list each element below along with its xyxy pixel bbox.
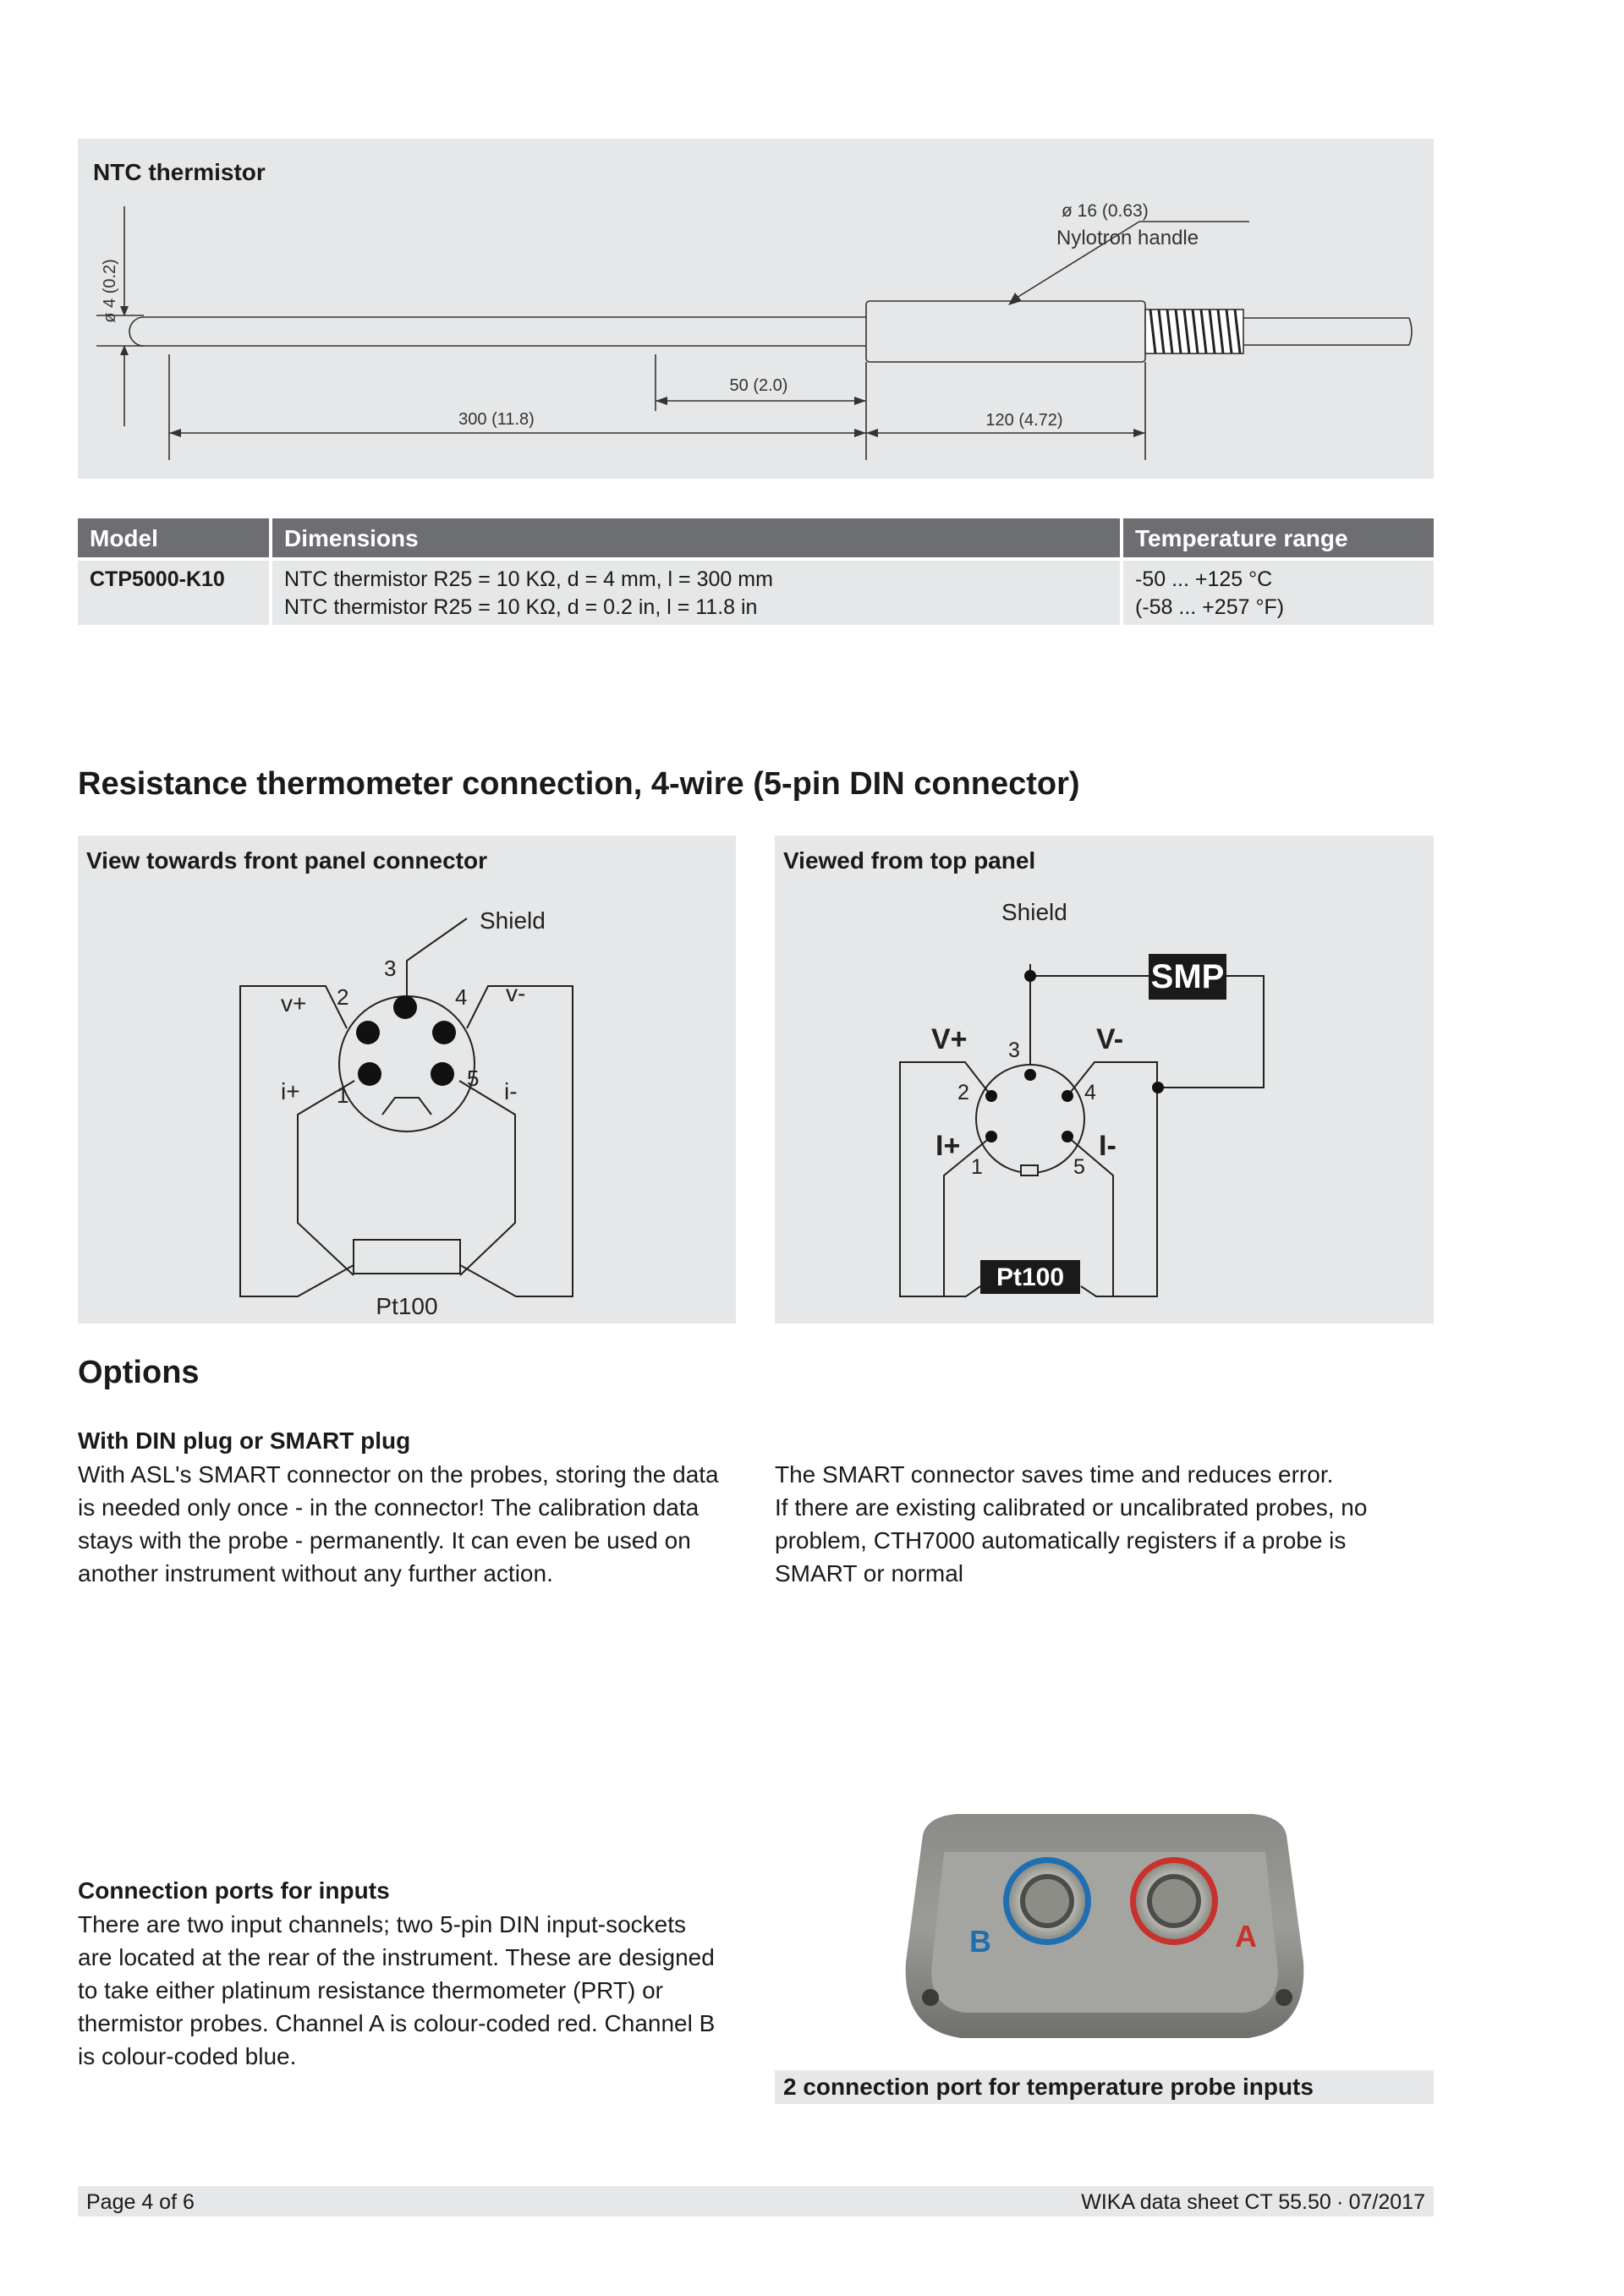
table-header-range: Temperature range bbox=[1123, 518, 1434, 557]
page-footer bbox=[78, 2186, 1434, 2217]
top-v-plus: V+ bbox=[931, 1023, 968, 1055]
top-shield-label: Shield bbox=[1001, 899, 1067, 925]
smp-label: SMP bbox=[1150, 958, 1225, 995]
top-sensor-label: Pt100 bbox=[996, 1263, 1065, 1291]
paragraph-line: is needed only once - in the connector! The calibration data bbox=[78, 1494, 700, 1521]
ports-text bbox=[78, 1908, 754, 2073]
top-i-plus: I+ bbox=[935, 1130, 961, 1162]
paragraph-line: thermistor probes. Channel A is colour-coded red. Channel B bbox=[78, 2010, 716, 2036]
front-panel-diagram bbox=[78, 836, 736, 1323]
dim-120-label: 120 (4.72) bbox=[985, 411, 1063, 430]
top-pin-5: 5 bbox=[1073, 1155, 1085, 1179]
handle-name-label: Nylotron handle bbox=[1056, 227, 1199, 249]
channel-b-label: B bbox=[969, 1924, 991, 1959]
paragraph-line: With ASL's SMART connector on the probes, storing the data bbox=[78, 1461, 719, 1488]
front-pin-1: 1 bbox=[337, 1082, 349, 1108]
photo-caption bbox=[775, 2070, 1434, 2104]
dimensions-cell bbox=[272, 561, 1120, 625]
paragraph-line: another instrument without any further action. bbox=[78, 1560, 553, 1586]
top-pin-2: 2 bbox=[957, 1081, 969, 1104]
paragraph-line: to take either platinum resistance thermometer (PRT) or bbox=[78, 1977, 663, 2003]
dim-diameter-label: ø 4 (0.2) bbox=[101, 259, 119, 323]
connection-ports-photo bbox=[775, 1801, 1434, 2055]
range-line-celsius: -50 ... +125 °C bbox=[1135, 567, 1273, 591]
paragraph-line: The SMART connector saves time and reduces error. bbox=[775, 1461, 1334, 1488]
dim-300-label: 300 (11.8) bbox=[458, 410, 535, 429]
paragraph-line: SMART or normal bbox=[775, 1560, 964, 1586]
front-panel-title: View towards front panel connector bbox=[86, 847, 488, 874]
top-pin-1: 1 bbox=[971, 1155, 983, 1179]
front-pin-5: 5 bbox=[467, 1066, 480, 1091]
ntc-figure-title: NTC thermistor bbox=[93, 159, 266, 185]
table-header-model: Model bbox=[78, 518, 269, 557]
page-number: Page 4 of 6 bbox=[86, 2190, 195, 2214]
top-v-minus: V- bbox=[1096, 1023, 1124, 1055]
front-v-plus: v+ bbox=[281, 990, 307, 1016]
table-row bbox=[78, 561, 269, 625]
paragraph-line: stays with the probe - permanently. It can even be used on bbox=[78, 1527, 691, 1553]
channel-a-label: A bbox=[1235, 1919, 1257, 1954]
connection-section-title: Resistance thermometer connection, 4-wire (5-pin DIN connector) bbox=[78, 766, 1080, 802]
model-cell: CTP5000-K10 bbox=[90, 567, 225, 591]
front-shield-label: Shield bbox=[480, 907, 546, 934]
paragraph-line: are located at the rear of the instrument. These are designed bbox=[78, 1944, 715, 1970]
din-plug-text-right bbox=[775, 1458, 1434, 1590]
front-v-minus: v- bbox=[506, 980, 526, 1006]
handle-diameter-label: ø 16 (0.63) bbox=[1062, 201, 1149, 221]
paragraph-line: is colour-coded blue. bbox=[78, 2043, 297, 2069]
data-sheet-ref: WIKA data sheet CT 55.50 ∙ 07/2017 bbox=[1081, 2190, 1425, 2214]
front-sensor-label: Pt100 bbox=[376, 1293, 438, 1319]
front-panel-wiring bbox=[78, 836, 736, 1323]
paragraph-line: There are two input channels; two 5-pin DIN input-sockets bbox=[78, 1911, 687, 1937]
front-i-minus: i- bbox=[504, 1078, 518, 1104]
table-header-dimensions: Dimensions bbox=[272, 518, 1120, 557]
top-panel-wiring bbox=[775, 836, 1434, 1323]
range-cell bbox=[1123, 561, 1434, 625]
top-panel-diagram bbox=[775, 836, 1434, 1323]
ports-subtitle: Connection ports for inputs bbox=[78, 1877, 390, 1904]
range-line-fahrenheit: (-58 ... +257 °F) bbox=[1135, 595, 1285, 619]
ntc-figure-panel bbox=[78, 139, 1434, 479]
paragraph-line: If there are existing calibrated or uncalibrated probes, no bbox=[775, 1494, 1368, 1521]
front-pin-4: 4 bbox=[455, 984, 468, 1010]
front-i-plus: i+ bbox=[281, 1078, 300, 1104]
top-i-minus: I- bbox=[1099, 1130, 1116, 1162]
top-pin-4: 4 bbox=[1084, 1081, 1096, 1104]
top-pin-3: 3 bbox=[1008, 1038, 1020, 1062]
dimensions-line-imperial: NTC thermistor R25 = 10 KΩ, d = 0.2 in, l = 11.8 in bbox=[284, 595, 758, 619]
options-title: Options bbox=[78, 1355, 200, 1390]
dim-50-label: 50 (2.0) bbox=[729, 376, 788, 395]
front-pin-2: 2 bbox=[337, 984, 349, 1010]
paragraph-line: problem, CTH7000 automatically registers if a probe is bbox=[775, 1527, 1347, 1553]
front-pin-3: 3 bbox=[384, 956, 397, 981]
din-plug-text-left bbox=[78, 1458, 754, 1590]
photo-caption-text: 2 connection port for temperature probe inputs bbox=[783, 2074, 1314, 2100]
dimensions-line-metric: NTC thermistor R25 = 10 KΩ, d = 4 mm, l = 300 mm bbox=[284, 567, 773, 591]
ntc-probe-drawing bbox=[78, 139, 1434, 479]
din-plug-subtitle: With DIN plug or SMART plug bbox=[78, 1427, 411, 1454]
top-panel-title: Viewed from top panel bbox=[783, 847, 1036, 874]
